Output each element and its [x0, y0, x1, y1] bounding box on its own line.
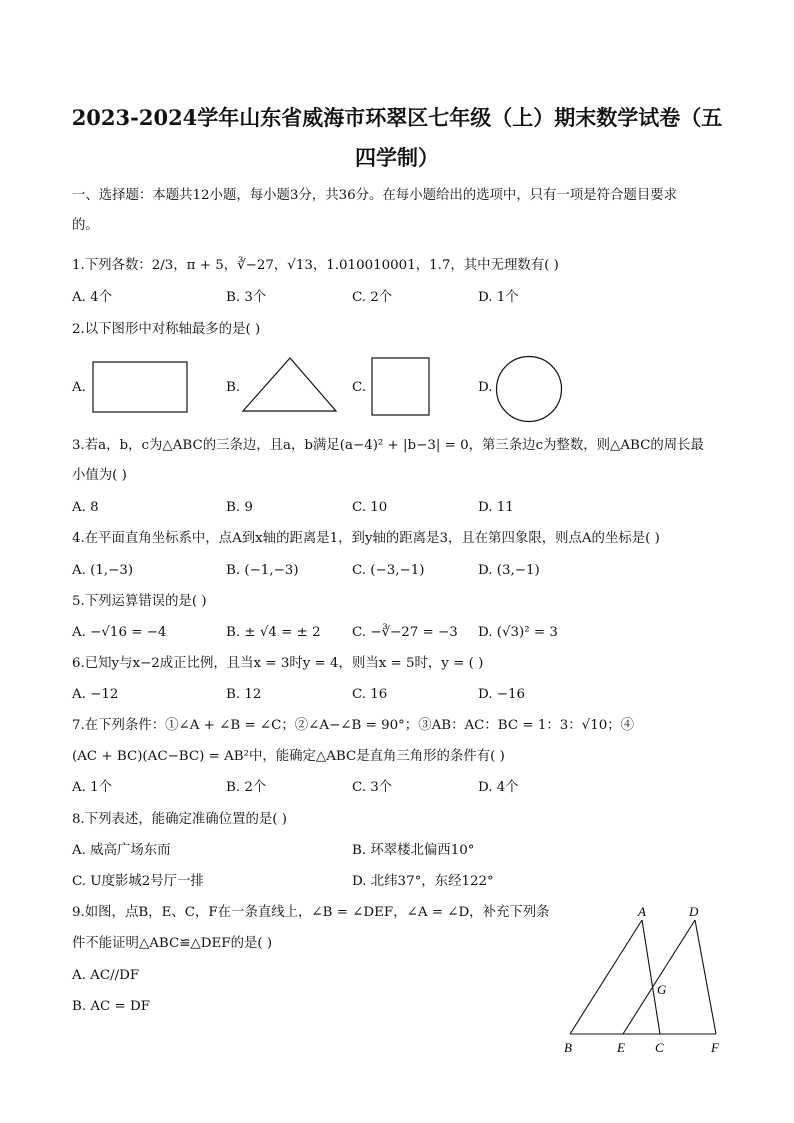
q8-option-a: A. 威高广场东而	[72, 843, 171, 858]
label-d: D	[689, 904, 699, 919]
question-6-stem: 6.已知y与x−2成正比例，且当x = 3时y = 4，则当x = 5时，y = ( )	[72, 656, 484, 671]
question-3-stem-line2: 小值为( )	[72, 468, 127, 483]
q3-option-b: B. 9	[226, 500, 253, 515]
q3-option-d: D. 11	[478, 500, 514, 515]
question-9-stem-line2: 件不能证明△ABC≌△DEF的是( )	[72, 936, 273, 951]
question-2-stem: 2.以下图形中对称轴最多的是( )	[72, 322, 261, 337]
exam-title-line2: 四学制）	[355, 145, 439, 170]
q8-option-c: C. U度影城2号厅一排	[72, 874, 204, 889]
q6-option-c: C. 16	[352, 687, 388, 702]
q7-option-a: A. 1个	[72, 780, 113, 795]
q1-option-b: B. 3个	[226, 290, 267, 305]
q8-option-d: D. 北纬37°，东经122°	[352, 874, 494, 889]
q9-option-a: A. AC//DF	[72, 968, 140, 983]
q6-option-b: B. 12	[226, 687, 262, 702]
q1-option-a: A. 4个	[72, 290, 113, 305]
q1-option-c: C. 2个	[352, 290, 393, 305]
label-a: A	[638, 904, 646, 919]
q4-option-d: D. (3,−1)	[478, 563, 540, 578]
q4-option-a: A. (1,−3)	[72, 563, 134, 578]
square-shape	[371, 357, 431, 417]
segment-df	[695, 920, 716, 1034]
q8-option-b: B. 环翠楼北偏西10°	[352, 843, 475, 858]
question-1-stem: 1.下列各数：2/3，π + 5，∛−27，√13，1.010010001，1.7̇，其中无理数有( )	[72, 258, 559, 273]
triangle-shape	[242, 357, 338, 413]
segment-ed	[623, 920, 695, 1034]
q2-option-b: B.	[226, 380, 241, 395]
q2-option-c: C.	[352, 380, 367, 395]
q3-option-c: C. 10	[352, 500, 388, 515]
question-4-stem: 4.在平面直角坐标系中，点A到x轴的距离是1，到y轴的距离是3，且在第四象限，则点A的坐标是( )	[72, 531, 660, 546]
q7-option-b: B. 2个	[226, 780, 267, 795]
q7-option-c: C. 3个	[352, 780, 393, 795]
q2-option-a: A.	[72, 380, 86, 395]
q6-option-a: A. −12	[72, 687, 119, 702]
q1-option-d: D. 1个	[478, 290, 519, 305]
q5-option-a: A. −√16 = −4	[72, 625, 167, 640]
q4-option-c: C. (−3,−1)	[352, 563, 425, 578]
segment-ab	[570, 920, 642, 1034]
q6-option-d: D. −16	[478, 687, 526, 702]
label-c: C	[655, 1040, 664, 1055]
q4-option-b: B. (−1,−3)	[226, 563, 299, 578]
q3-option-a: A. 8	[72, 500, 99, 515]
q2-option-d: D.	[478, 380, 493, 395]
q5-option-d: D. (√3)² = 3	[478, 625, 558, 640]
question-5-stem: 5.下列运算错误的是( )	[72, 594, 207, 609]
question-7-stem-line2: (AC + BC)(AC−BC) = AB²中，能确定△ABC是直角三角形的条件有( )	[72, 749, 505, 764]
section-instructions-line1: 一、选择题：本题共12小题，每小题3分，共36分。在每小题给出的选项中，只有一项是符合题目要求	[72, 188, 678, 203]
label-f: F	[711, 1040, 719, 1055]
question-9-stem-line1: 9.如图，点B，E、C，F在一条直线上，∠B = ∠DEF，∠A = ∠D，补充下列条	[72, 905, 550, 920]
label-e: E	[617, 1040, 625, 1055]
question-7-stem-line1: 7.在下列条件：①∠A + ∠B = ∠C；②∠A−∠B = 90°；③AB：AC：BC = 1：3：√10；④	[72, 718, 635, 733]
exam-title-line1: 2023-2024学年山东省威海市环翠区七年级（上）期末数学试卷（五	[71, 105, 723, 130]
label-b: B	[564, 1040, 572, 1055]
circle-shape	[495, 355, 563, 423]
segment-ac	[642, 920, 660, 1034]
question-8-stem: 8.下列表述，能确定准确位置的是( )	[72, 812, 287, 827]
question-3-stem-line1: 3.若a，b，c为△ABC的三条边，且a，b满足(a−4)² + |b−3| = 0，第三条边c为整数，则△ABC的周长最	[72, 438, 704, 453]
section-instructions-line2: 的。	[72, 218, 99, 233]
label-g: G	[657, 982, 667, 997]
q9-option-b: B. AC = DF	[72, 999, 151, 1014]
rectangle-shape	[92, 361, 188, 413]
triangles-figure	[560, 902, 730, 1060]
q7-option-d: D. 4个	[478, 780, 519, 795]
q5-option-b: B. ± √4 = ± 2	[226, 625, 321, 640]
q5-option-c: C. −∛−27 = −3	[352, 625, 458, 640]
